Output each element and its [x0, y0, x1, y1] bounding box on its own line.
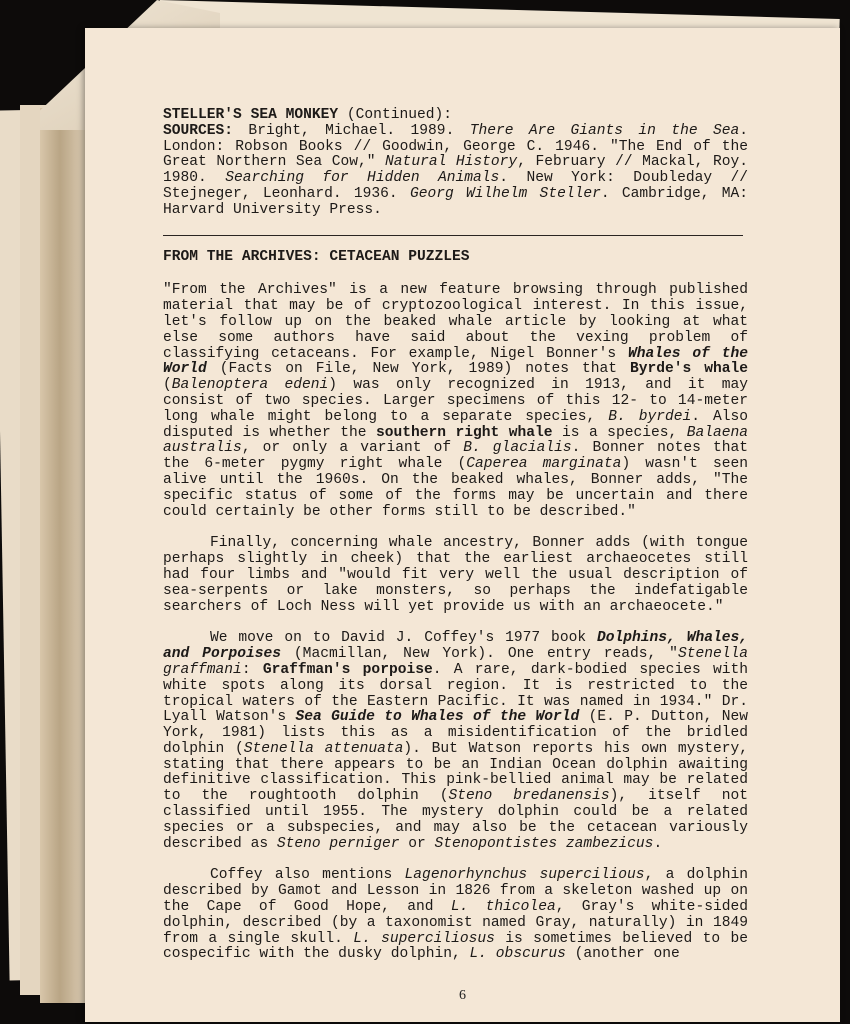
emphasized-text: Caperea marginata: [466, 456, 622, 473]
text-run: We move on to David J. Coffey's 1977 book: [210, 630, 597, 647]
page-content: [163, 108, 748, 963]
emphasized-text: L. superciliosus: [353, 930, 495, 947]
text-run: "From the Archives" is a new feature browsing through published material that may be of cryptozoological interest. In this issue, let's follow up on the beaked whale article by looking at what else some authors have said about the vexing problem of classifying cetaceans. For example, Nigel Bonner's: [163, 282, 748, 362]
emphasized-text: Whales of the World: [163, 345, 748, 378]
text-run: . Cambridge, MA: Harvard University Press.: [163, 185, 748, 218]
text-run: , February // Mackal, Roy. 1980.: [163, 154, 748, 187]
emphasized-text: Byrde's whale: [629, 361, 748, 378]
emphasized-text: Natural History: [385, 154, 518, 171]
emphasized-text: L. thicolea: [450, 899, 556, 916]
article-body: [163, 283, 748, 963]
paragraph: [163, 536, 748, 615]
text-run: . New York: Doubleday // Stejneger, Leonhard. 1936.: [163, 170, 749, 202]
emphasized-text: Stenopontistes zambezicus: [434, 835, 654, 852]
text-run: , or only a variant of: [241, 440, 464, 457]
emphasized-text: SOURCES:: [163, 122, 234, 139]
section-divider: [163, 235, 743, 236]
text-run: is a species,: [552, 424, 687, 441]
text-run: (Macmillan, New York). One entry reads, ": [281, 646, 678, 663]
emphasized-text: Lagenorhynchus supercilious: [404, 867, 645, 884]
sources-block: [163, 108, 748, 219]
emphasized-text: There Are Giants in the Sea: [469, 122, 740, 139]
page-number: 6: [459, 988, 466, 1003]
emphasized-text: B. byrdei: [608, 408, 692, 425]
text-run: (: [163, 377, 172, 394]
text-run: .: [653, 835, 663, 852]
text-run: ). But Watson reports his own mystery, stating that there appears to be an Indian Ocean dolphin awaiting definitive classification. This pink-bellied animal may be related to the roughtooth dolphin (: [163, 740, 748, 805]
text-run: Bright, Michael. 1989.: [233, 122, 470, 139]
text-run: ), itself not classified until 1955. The mystery dolphin could be a related species or a subspecies, and may also be the cetacean variously described as: [163, 788, 748, 852]
emphasized-text: Graffman's porpoise: [262, 661, 433, 678]
text-run: is sometimes believed to be cospecific with the dusky dolphin,: [163, 930, 749, 963]
emphasized-text: Stenella attenuata: [243, 740, 404, 757]
text-run: . A rare, dark-bodied species with white spots along its dorsal region. It is restricted to the tropical waters of the Eastern Pacific. It was named in 1934." Dr. Lyall Watson's: [163, 661, 748, 726]
emphasized-text: Balaena australis: [163, 424, 749, 457]
section-heading: FROM THE ARCHIVES: CETACEAN PUZZLES: [163, 248, 470, 265]
text-run: (Facts on File, New York, 1989) notes that: [206, 361, 630, 378]
paragraph: [163, 631, 748, 852]
emphasized-text: Georg Wilhelm Steller: [409, 185, 601, 202]
document-page: [85, 28, 840, 1022]
background-sheet-edge: [40, 108, 90, 1003]
text-run: (another one: [565, 946, 680, 963]
text-run: ) wasn't seen alive until the 1960s. On the beaked whales, Bonner adds, "The specific status of some of the forms may be uncertain and there could certainly be other forms still to be described.": [163, 456, 748, 520]
emphasized-text: Searching for Hidden Animals: [225, 170, 500, 187]
text-run: . Bonner notes that the 6-meter pygmy right whale (: [163, 440, 748, 473]
text-run: , Gray's white-sided dolphin, described (by a taxonomist named Gray, naturally) in 1849 from a single skull.: [163, 899, 748, 947]
emphasized-text: Steno bredanensis: [448, 788, 610, 805]
text-run: Coffey also mentions: [210, 867, 405, 884]
emphasized-text: Dolphins, Whales, and Porpoises: [163, 630, 748, 663]
emphasized-text: Sea Guide to Whales of the World: [295, 709, 580, 726]
text-run: or: [399, 835, 435, 852]
text-run: (Continued):: [338, 107, 453, 123]
paragraph: [163, 283, 748, 520]
text-run: Finally, concerning whale ancestry, Bonner adds (with tongue perhaps slightly in cheek) that the earliest archaeocetes still had four limbs and "would fit very well the usual description of sea-serpents or lake monsters, so perhaps the indefatigable searchers of Loch Ness will yet provide us with an archaeocete.": [163, 535, 748, 615]
paragraph: [163, 868, 748, 963]
text-run: . London: Robson Books // Goodwin, George C. 1946. "The End of the Great Northern Sea Cow,": [163, 122, 748, 171]
emphasized-text: Balenoptera edeni: [171, 377, 329, 394]
emphasized-text: southern right whale: [375, 424, 553, 441]
text-run: :: [241, 661, 263, 678]
emphasized-text: Stenella graffmani: [163, 646, 748, 678]
emphasized-text: L. obscurus: [469, 946, 566, 963]
emphasized-text: B. glacialis: [463, 440, 572, 457]
text-run: , a dolphin described by Gamot and Lesson in 1826 from a skeleton washed up on the Cape of Good Hope, and: [163, 867, 748, 916]
emphasized-text: STELLER'S SEA MONKEY: [163, 107, 339, 123]
text-run: (E. P. Dutton, New York, 1981) lists this as a misidentification of the bridled dolphin (: [163, 709, 748, 757]
text-run: . Also disputed is whether the: [163, 408, 748, 441]
text-run: ) was only recognized in 1913, and it may consist of two species. Larger specimens of this 12- to 14-meter long whale might belong to a separate species,: [163, 377, 748, 425]
emphasized-text: Steno perniger: [276, 835, 400, 852]
